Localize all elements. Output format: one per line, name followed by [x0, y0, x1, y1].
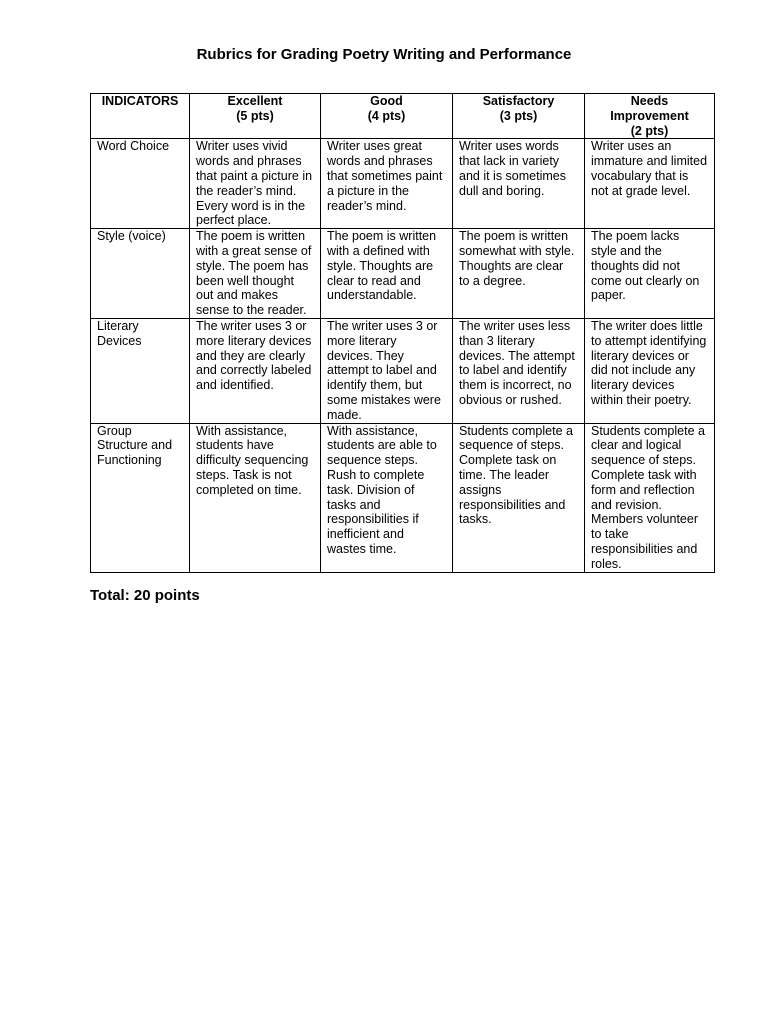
indicator-word-choice: Word Choice: [91, 139, 190, 229]
word-choice-excellent-cell: Writer uses vivid words and phrases that paint a picture in the reader’s mind. Every word is in the perfect place.: [190, 139, 321, 229]
group-structure-good-cell: With assistance, students are able to sequence steps. Rush to complete task. Division of tasks and responsibilities if inefficient and wastes time.: [321, 423, 453, 572]
indicator-group-structure: Group Structure and Functioning: [91, 423, 190, 572]
literary-devices-excellent-cell: The writer uses 3 or more literary devices and they are clearly and correctly labeled and identified.: [190, 318, 321, 423]
row-group-structure: [91, 423, 715, 572]
literary-devices-satisfactory-cell: The writer uses less than 3 literary devices. The attempt to label and identify them is incorrect, no obvious or rushed.: [453, 318, 585, 423]
style-satisfactory-cell: The poem is written somewhat with style. Thoughts are clear to a degree.: [453, 229, 585, 319]
row-literary-devices: [91, 318, 715, 423]
group-structure-needs-improvement-cell: Students complete a clear and logical sequence of steps. Complete task with form and reflection and revision. Members volunteer to take responsibilities and roles.: [585, 423, 715, 572]
rubric-body: [91, 139, 715, 572]
indicator-style-voice: Style (voice): [91, 229, 190, 319]
word-choice-good-cell: Writer uses great words and phrases that sometimes paint a picture in the reader’s mind.: [321, 139, 453, 229]
row-style-voice: [91, 229, 715, 319]
group-structure-excellent-cell: With assistance, students have difficulty sequencing steps. Task is not completed on time.: [190, 423, 321, 572]
header-excellent: Excellent (5 pts): [190, 94, 321, 139]
rubric-header: [91, 94, 715, 139]
header-needs-improvement: Needs Improvement (2 pts): [585, 94, 715, 139]
literary-devices-needs-improvement-cell: The writer does little to attempt identifying literary devices or did not include any literary devices within their poetry.: [585, 318, 715, 423]
style-good-cell: The poem is written with a defined with style. Thoughts are clear to read and understandable.: [321, 229, 453, 319]
word-choice-satisfactory-cell: Writer uses words that lack in variety and it is sometimes dull and boring.: [453, 139, 585, 229]
group-structure-satisfactory-cell: Students complete a sequence of steps. Complete task on time. The leader assigns responsibilities and tasks.: [453, 423, 585, 572]
literary-devices-good-cell: The writer uses 3 or more literary devices. They attempt to label and identify them, but some mistakes were made.: [321, 318, 453, 423]
header-good: Good (4 pts): [321, 94, 453, 139]
style-needs-improvement-cell: The poem lacks style and the thoughts did not come out clearly on paper.: [585, 229, 715, 319]
row-word-choice: [91, 139, 715, 229]
total-points: Total: 20 points: [90, 587, 200, 604]
rubric-table: [90, 93, 715, 573]
header-indicators: INDICATORS: [91, 94, 190, 139]
header-satisfactory: Satisfactory (3 pts): [453, 94, 585, 139]
document-title: Rubrics for Grading Poetry Writing and Performance: [196, 46, 572, 63]
indicator-literary-devices: Literary Devices: [91, 318, 190, 423]
header-row: [91, 94, 715, 139]
style-excellent-cell: The poem is written with a great sense of style. The poem has been well thought out and makes sense to the reader.: [190, 229, 321, 319]
word-choice-needs-improvement-cell: Writer uses an immature and limited vocabulary that is not at grade level.: [585, 139, 715, 229]
